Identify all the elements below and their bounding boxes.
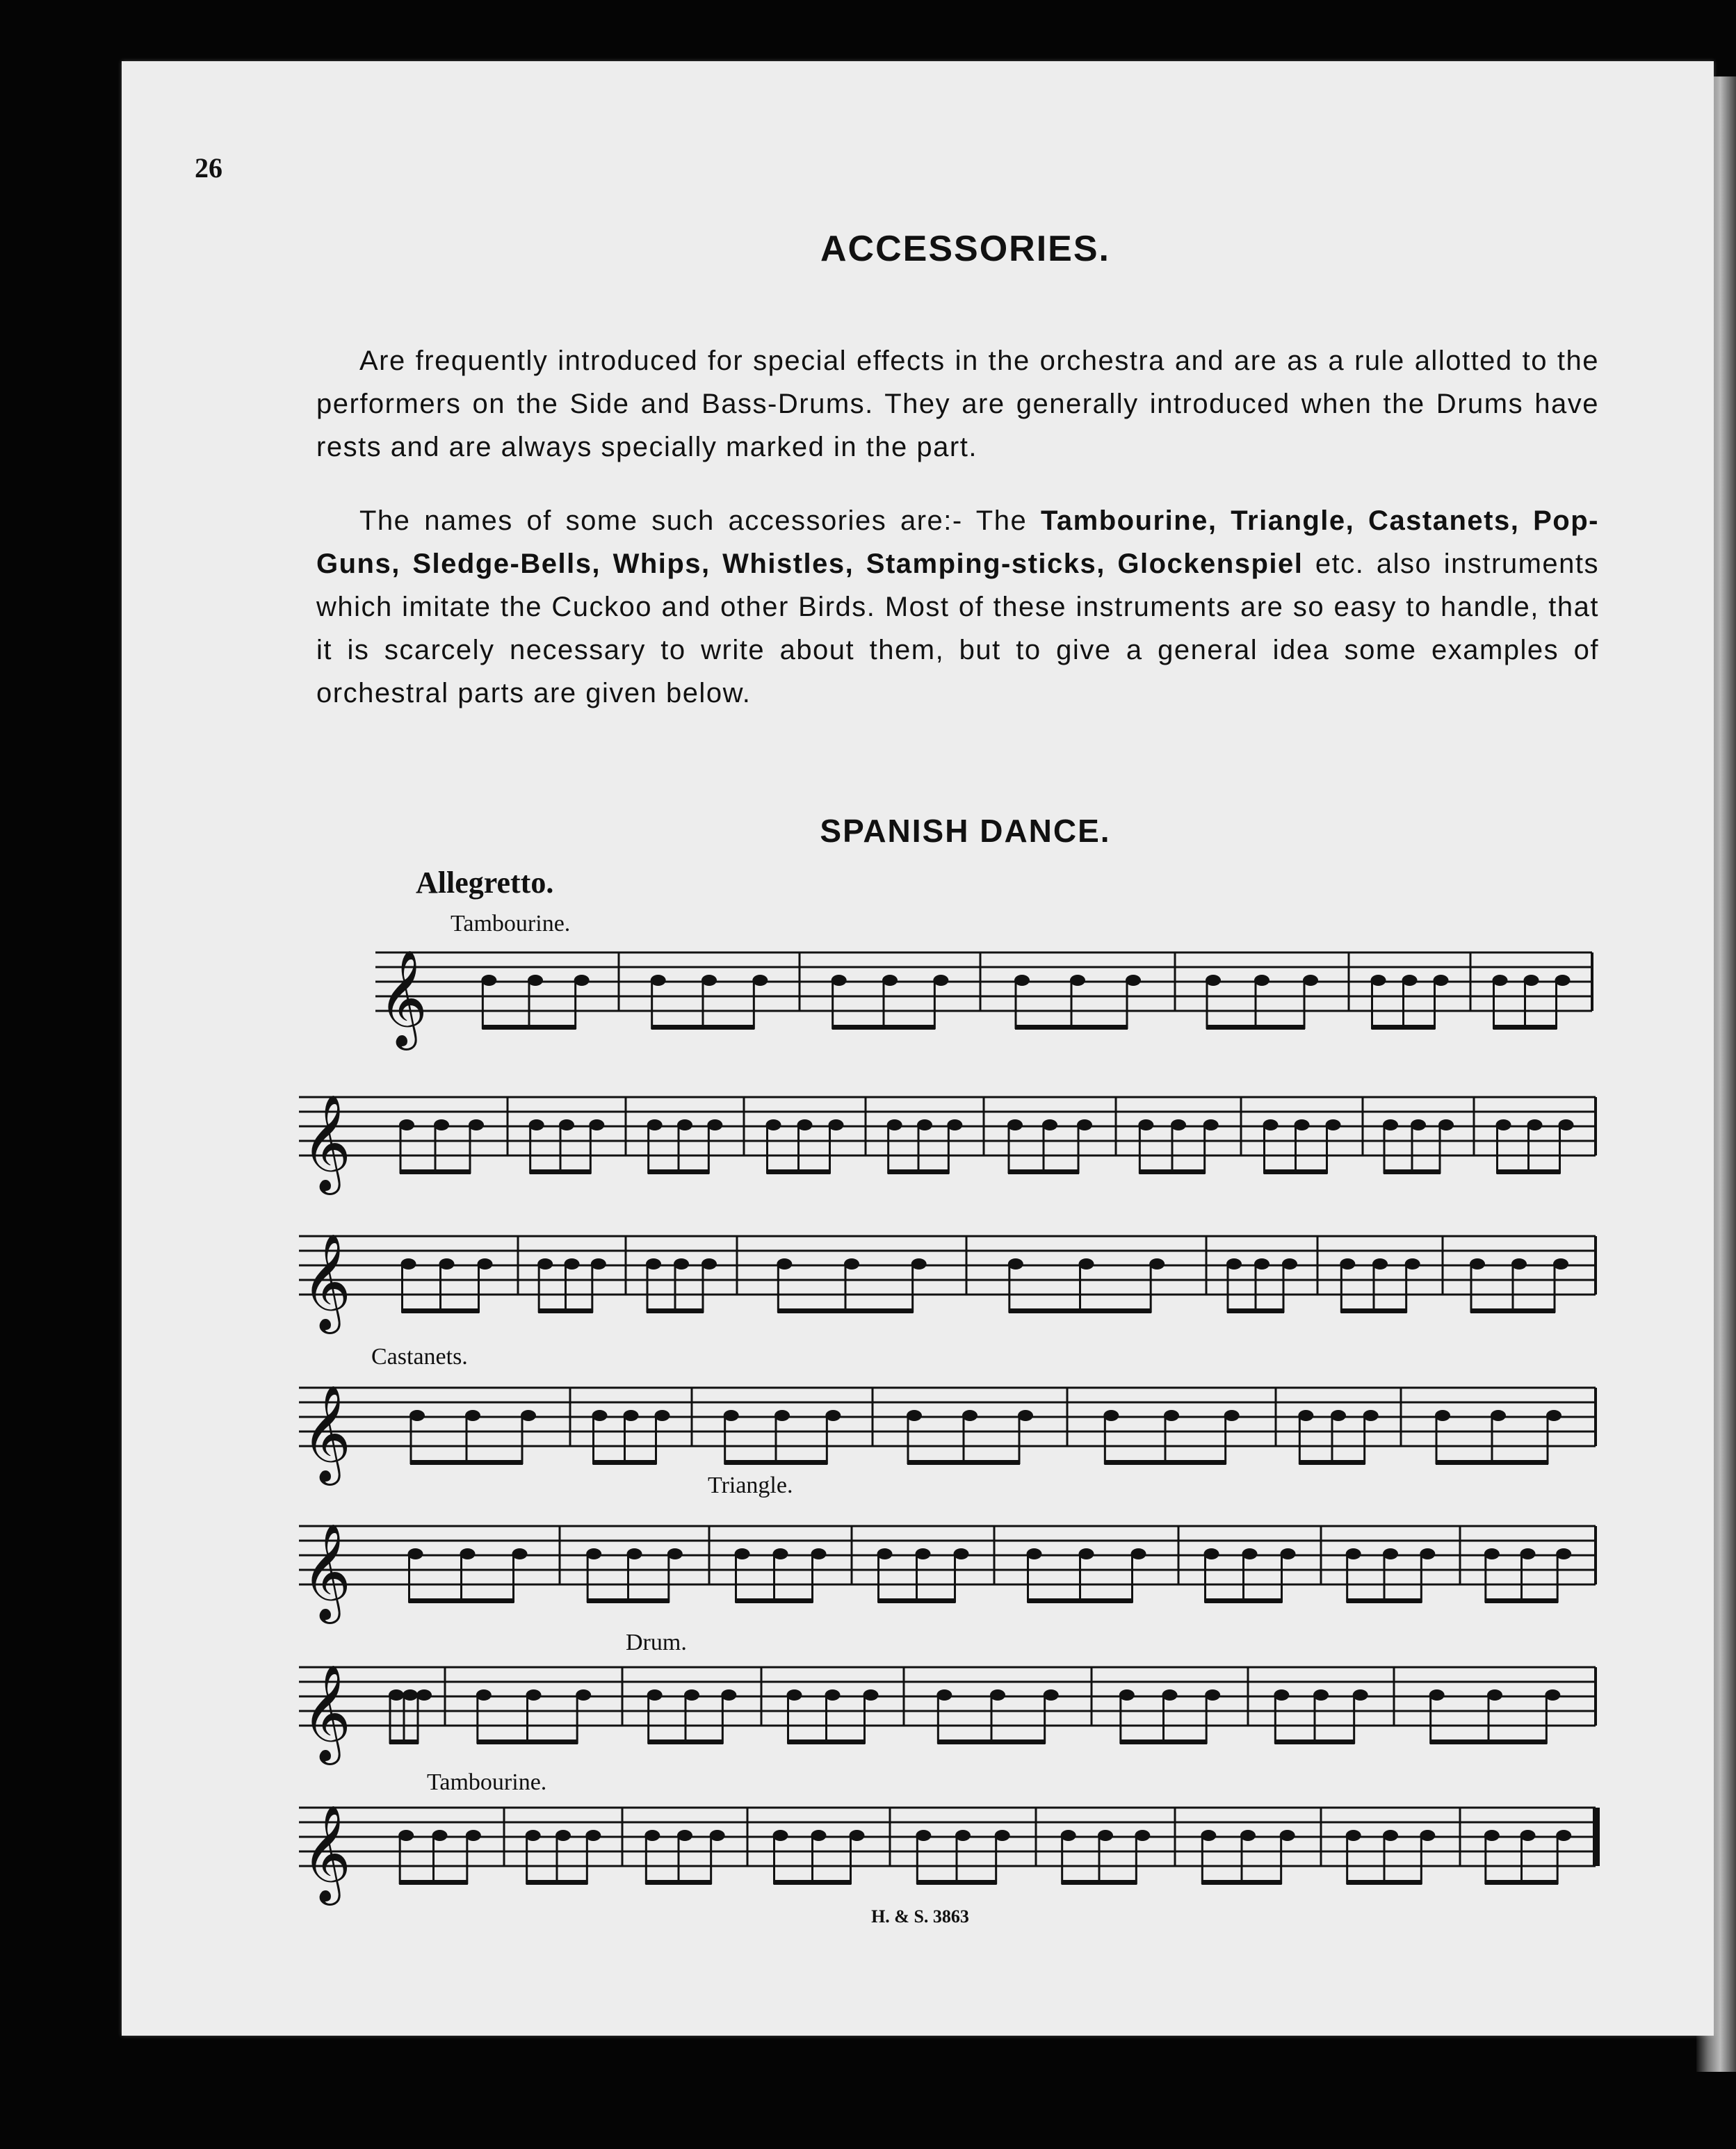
note-beam xyxy=(724,1460,828,1465)
note-beam xyxy=(400,1169,471,1174)
note-beam xyxy=(1028,1598,1133,1603)
paragraph-intro: The names of some such accessories are:- The xyxy=(359,505,1041,536)
note-beam xyxy=(1227,1308,1284,1313)
note-beam xyxy=(767,1169,831,1174)
section-title: ACCESSORIES. xyxy=(820,229,1110,269)
note-beam xyxy=(1430,1740,1548,1744)
treble-clef: 𝄞 xyxy=(302,1385,351,1482)
note-beam xyxy=(1264,1169,1328,1174)
note-beam xyxy=(538,1308,593,1313)
note-beam xyxy=(1104,1460,1226,1465)
note-beam xyxy=(937,1740,1045,1744)
intro-paragraph: Are frequently introduced for special effects in the orchestra and are as a rule allotted to the performers on the Side and Bass-Drums. They are generally introduced when the Drums have rests and are always specially marked in the part. xyxy=(316,346,1599,462)
note-beam xyxy=(736,1598,813,1603)
treble-clef: 𝄞 xyxy=(302,1523,351,1620)
note-beam xyxy=(651,1025,755,1030)
note-beam xyxy=(777,1308,913,1313)
note-beam xyxy=(593,1460,657,1465)
note-beam xyxy=(1485,1598,1558,1603)
note-beam xyxy=(530,1169,592,1174)
note-beam xyxy=(477,1740,578,1744)
label-drum: Drum. xyxy=(626,1630,687,1655)
note-beam xyxy=(1384,1169,1441,1174)
note-beam xyxy=(1206,1025,1305,1030)
note-beam xyxy=(1120,1740,1207,1744)
label-triangle: Triangle. xyxy=(708,1473,793,1498)
treble-clef: 𝄞 xyxy=(302,1805,351,1901)
treble-clef: 𝄞 xyxy=(302,1233,351,1330)
paragraph-outro: etc. also instruments which imitate the Cuckoo and other Birds. Most of these instruments are so easy to handle, that it is scarcely necessary to write about them, but to give a general idea some examples of orchestral parts are given below. xyxy=(316,549,1599,708)
label-tambourine-2: Tambourine. xyxy=(427,1769,547,1795)
note-beam xyxy=(1139,1169,1205,1174)
treble-clef: 𝄞 xyxy=(302,1664,351,1761)
note-beam xyxy=(878,1598,956,1603)
note-beam xyxy=(788,1740,866,1744)
note-beam xyxy=(1436,1460,1548,1465)
note-beam xyxy=(587,1598,670,1603)
treble-clef: 𝄞 xyxy=(378,950,428,1046)
note-beam xyxy=(648,1169,710,1174)
treble-clef: 𝄞 xyxy=(302,1094,351,1191)
note-beam xyxy=(1205,1598,1283,1603)
note-beam xyxy=(1470,1308,1555,1313)
note-beam xyxy=(888,1169,950,1174)
note-beam xyxy=(832,1025,936,1030)
note-beam xyxy=(389,1740,419,1744)
note-beam xyxy=(916,1880,996,1885)
note-beam xyxy=(1299,1460,1365,1465)
page-number: 26 xyxy=(195,152,222,184)
note-beam xyxy=(648,1740,724,1744)
note-beam xyxy=(1274,1740,1354,1744)
note-beam xyxy=(1201,1880,1281,1885)
note-beam xyxy=(1497,1169,1561,1174)
note-beam xyxy=(647,1308,704,1313)
final-barline xyxy=(1593,1808,1600,1866)
note-beam xyxy=(1009,1308,1151,1313)
note-beam xyxy=(410,1460,523,1465)
note-beam xyxy=(399,1880,468,1885)
note-beam xyxy=(1340,1308,1406,1313)
note-beam xyxy=(1347,1598,1422,1603)
note-beam xyxy=(1493,1025,1557,1030)
note-beam xyxy=(1015,1025,1128,1030)
note-beam xyxy=(1008,1169,1079,1174)
note-beam xyxy=(402,1308,480,1313)
note-beam xyxy=(1372,1025,1436,1030)
note-beam xyxy=(526,1880,588,1885)
note-beam xyxy=(907,1460,1020,1465)
note-beam xyxy=(774,1880,852,1885)
label-tambourine-1: Tambourine. xyxy=(451,911,571,936)
note-beam xyxy=(1485,1880,1558,1885)
label-castanets: Castanets. xyxy=(371,1344,468,1370)
note-beam xyxy=(1062,1880,1137,1885)
piece-title: SPANISH DANCE. xyxy=(820,813,1111,849)
note-beam xyxy=(1347,1880,1422,1885)
note-beam xyxy=(409,1598,514,1603)
tempo-marking: Allegretto. xyxy=(416,866,554,900)
instrument-list: Tambourine, Triangle, Castanets, Pop-Guns, Sledge-Bells, Whips, Whistles, Stamping-sticks, Glockenspiel xyxy=(316,505,1599,579)
plate-number: H. & S. 3863 xyxy=(871,1906,969,1927)
note-beam xyxy=(482,1025,576,1030)
note-beam xyxy=(645,1880,711,1885)
